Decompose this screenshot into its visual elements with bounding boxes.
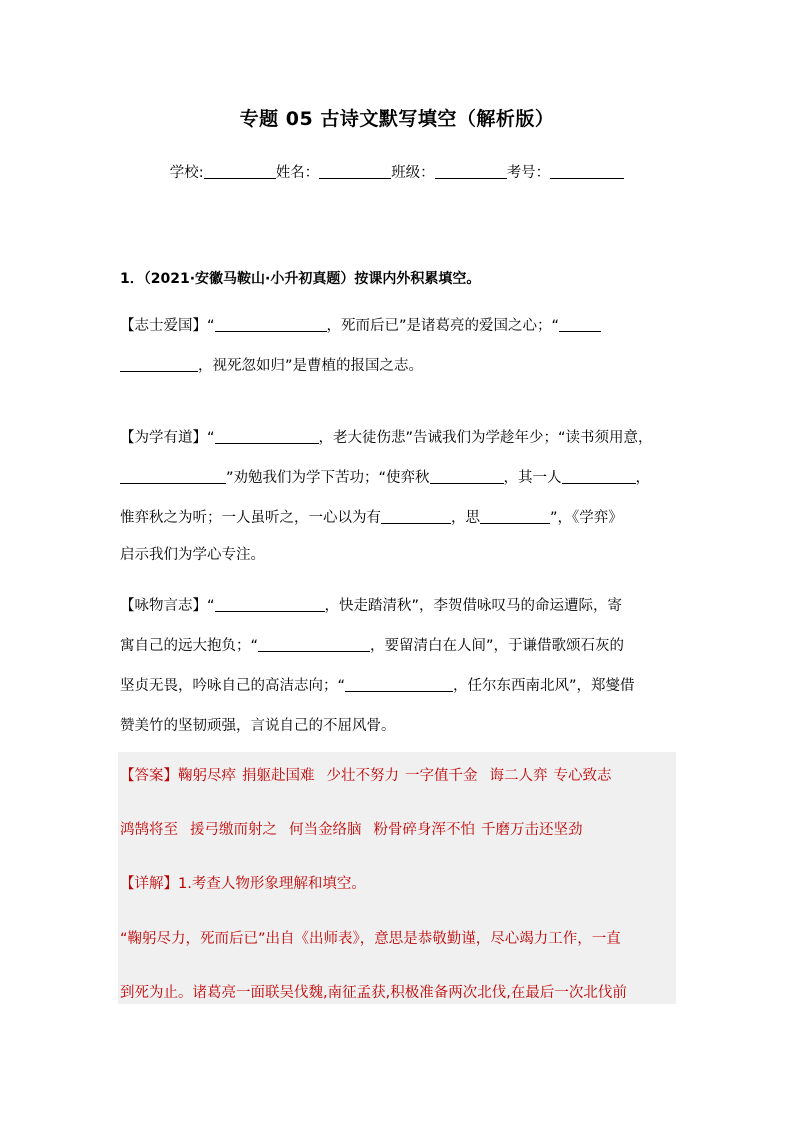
answer-item: 少壮不努力	[326, 768, 399, 784]
name-blank	[319, 164, 391, 179]
answer-item: 千磨万击还坚劲	[481, 822, 583, 838]
fill-blank	[430, 469, 504, 484]
answer-tag: 【答案】	[120, 768, 178, 784]
section-tag: 【志士爱国】	[120, 318, 207, 334]
text-segment: ”劝勉我们为学下苦功；“使弈秋	[226, 470, 430, 486]
text-segment: ，	[635, 470, 651, 486]
answer-item: 何当金络脑	[289, 822, 362, 838]
text-segment: ，视死忽如归”是曹植的报国之志。	[198, 358, 424, 374]
answer-item: 鸿鹄将至	[120, 822, 178, 838]
fill-blank	[215, 429, 319, 444]
page-title: 专题 05 古诗文默写填空（解析版）	[239, 108, 555, 130]
text-segment: 赞美竹的坚韧顽强，言说自己的不屈风骨。	[120, 718, 396, 734]
detail-paragraph	[120, 912, 676, 1020]
answer-item: 专心致志	[553, 768, 612, 784]
number-label: 考号：	[506, 165, 551, 181]
text-segment: “	[207, 318, 215, 334]
fill-blank	[381, 509, 451, 524]
school-label: 学校:	[169, 165, 204, 181]
name-label: 姓名：	[275, 165, 320, 181]
answer-item: 鞠躬尽瘁	[178, 768, 236, 784]
text-segment: ，死而后已”是诸葛亮的爱国之心；“	[326, 318, 560, 334]
fill-blank	[559, 317, 601, 332]
school-blank	[204, 164, 276, 179]
answer-item: 捐躯赴国难	[242, 768, 315, 784]
text-segment: ，老大徒伤悲”告诫我们为学趁年少；“读书须用意，	[318, 430, 653, 446]
fill-blank	[120, 469, 226, 484]
fill-blank	[215, 597, 325, 612]
number-blank	[550, 164, 624, 179]
fill-blank	[345, 677, 453, 692]
detail-intro: 1.考查人物形象理解和填空。	[178, 876, 366, 892]
fill-blank	[480, 509, 550, 524]
class-blank	[435, 164, 507, 179]
text-segment: ，其一人	[503, 470, 562, 486]
question-heading	[120, 268, 680, 288]
fill-blank	[120, 357, 198, 372]
answer-item: 援弓缴而射之	[190, 822, 277, 838]
detail-line: 到死为止。诸葛亮一面联吴伐魏,南征孟获,积极准备两次北伐,在最后一次北伐前	[120, 985, 627, 1001]
question-number: 1．	[120, 271, 144, 287]
fill-blank	[258, 637, 370, 652]
fill-blank	[562, 469, 636, 484]
text-segment: “	[207, 598, 215, 614]
fill-blank	[215, 317, 327, 332]
text-segment: ，思	[451, 510, 480, 526]
text-segment: ，快走踏清秋”，李贺借咏叹马的命运遭际，寄	[324, 598, 623, 614]
detail-heading-line	[120, 857, 676, 911]
text-segment: ，任尔东西南北风”，郑燮借	[453, 678, 635, 694]
text-segment: ，要留清白在人间”，于谦借歌颂石灰的	[370, 638, 625, 654]
student-info-line	[0, 161, 794, 182]
text-segment: 寓自己的远大抱负；“	[120, 638, 259, 654]
section-tag: 【为学有道】	[120, 430, 207, 446]
answer-item: 一字值千金	[405, 768, 478, 784]
paragraph-study-end	[120, 535, 676, 575]
answer-line	[120, 749, 676, 857]
answer-item: 诲二人弈	[489, 768, 548, 784]
paragraph-objects	[120, 586, 676, 746]
text-segment: ”，《学弈》	[550, 510, 623, 526]
detail-tag: 【详解】	[120, 876, 178, 892]
class-label: 班级：	[391, 165, 435, 181]
paragraph-patriotism	[120, 306, 676, 386]
detail-line: “鞠躬尽力，死而后已”出自《出师表》，意思是恭敬勤谨，尽心竭力工作，一直	[120, 931, 621, 947]
text-segment: 启示我们为学心专注。	[120, 547, 265, 563]
text-segment: 坚贞无畏，吟咏自己的高洁志向；“	[120, 678, 346, 694]
answer-item: 粉骨碎身浑不怕	[373, 822, 475, 838]
section-tag: 【咏物言志】	[120, 598, 207, 614]
paragraph-study	[120, 418, 676, 538]
text-segment: 惟弈秋之为听；一人虽听之，一心以为有	[120, 510, 381, 526]
text-segment: “	[207, 430, 215, 446]
question-text: （2021·安徽马鞍山·小升初真题）按课内外积累填空。	[143, 271, 481, 287]
